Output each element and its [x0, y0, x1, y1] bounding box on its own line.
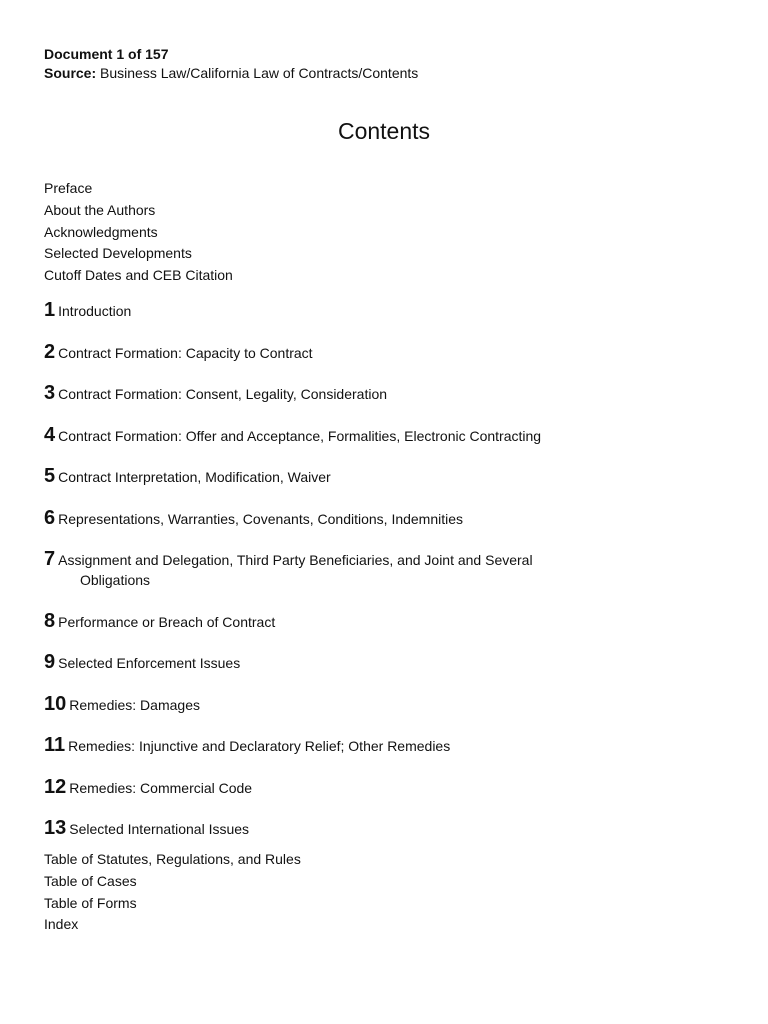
chapter-title: Remedies: Commercial Code: [69, 779, 253, 796]
chapter-entry-5[interactable]: [44, 466, 604, 488]
back-matter-item[interactable]: Table of Forms: [44, 894, 137, 911]
chapter-title-continuation: Obligations: [80, 572, 151, 588]
document-source: [44, 64, 418, 83]
chapter-number: 9: [44, 651, 56, 673]
chapter-list: [44, 300, 604, 860]
chapter-title: Contract Formation: Capacity to Contract: [58, 344, 313, 361]
source-path: Business Law/California Law of Contracts/Contents: [100, 65, 419, 81]
chapter-title: Remedies: Injunctive and Declaratory Relief; Other Remedies: [68, 738, 451, 754]
chapter-title: Representations, Warranties, Covenants, Conditions, Indemnities: [58, 510, 464, 527]
document-header: [44, 45, 418, 83]
front-matter-item[interactable]: Acknowledgments: [44, 223, 158, 240]
chapter-number: 10: [44, 692, 67, 715]
chapter-number: 4: [44, 423, 56, 446]
source-label: Source:: [44, 65, 97, 81]
chapter-title: Assignment and Delegation, Third Party Beneficiaries, and Joint and Several: [58, 552, 533, 568]
back-matter-item[interactable]: Index: [44, 916, 79, 933]
chapter-title: Remedies: Damages: [69, 696, 200, 713]
chapter-title: Introduction: [58, 303, 132, 319]
chapter-number: 2: [44, 340, 56, 363]
chapter-title: Contract Formation: Consent, Legality, Consideration: [58, 386, 388, 402]
chapter-title: Contract Interpretation, Modification, Waiver: [58, 469, 331, 485]
front-matter-list: [44, 178, 233, 287]
chapter-entry-6[interactable]: [44, 508, 604, 530]
chapter-entry-3[interactable]: [44, 383, 604, 405]
front-matter-item[interactable]: Cutoff Dates and CEB Citation: [44, 267, 233, 284]
chapter-number: 12: [44, 775, 67, 798]
chapter-entry-11[interactable]: [44, 735, 604, 757]
document-counter: Document 1 of 157: [44, 46, 169, 62]
chapter-number: 8: [44, 609, 56, 632]
chapter-entry-12[interactable]: [44, 777, 604, 799]
chapter-entry-7[interactable]: [44, 549, 604, 591]
chapter-title: Selected Enforcement Issues: [58, 655, 241, 671]
front-matter-item[interactable]: Selected Developments: [44, 245, 192, 262]
chapter-number: 13: [44, 817, 67, 839]
chapter-title: Contract Formation: Offer and Acceptance, Formalities, Electronic Contracting: [58, 427, 542, 444]
chapter-entry-9[interactable]: [44, 652, 604, 674]
chapter-number: 7: [44, 548, 56, 570]
back-matter-item[interactable]: Table of Statutes, Regulations, and Rules: [44, 851, 301, 867]
chapter-number: 5: [44, 465, 56, 487]
front-matter-item[interactable]: Preface: [44, 180, 93, 196]
chapter-title: Selected International Issues: [69, 821, 250, 837]
chapter-entry-2[interactable]: [44, 342, 604, 364]
back-matter-list: [44, 849, 301, 936]
chapter-number: 11: [44, 734, 66, 756]
page-title: Contents: [337, 118, 431, 144]
chapter-entry-4[interactable]: [44, 425, 604, 447]
chapter-number: 1: [44, 299, 56, 321]
chapter-number: 3: [44, 382, 56, 404]
chapter-entry-8[interactable]: [44, 611, 604, 633]
chapter-entry-10[interactable]: [44, 694, 604, 716]
chapter-entry-1[interactable]: [44, 300, 604, 322]
front-matter-item[interactable]: About the Authors: [44, 201, 156, 218]
chapter-number: 6: [44, 506, 56, 529]
chapter-title: Performance or Breach of Contract: [58, 613, 276, 630]
chapter-entry-13[interactable]: [44, 818, 604, 840]
back-matter-item[interactable]: Table of Cases: [44, 872, 137, 889]
